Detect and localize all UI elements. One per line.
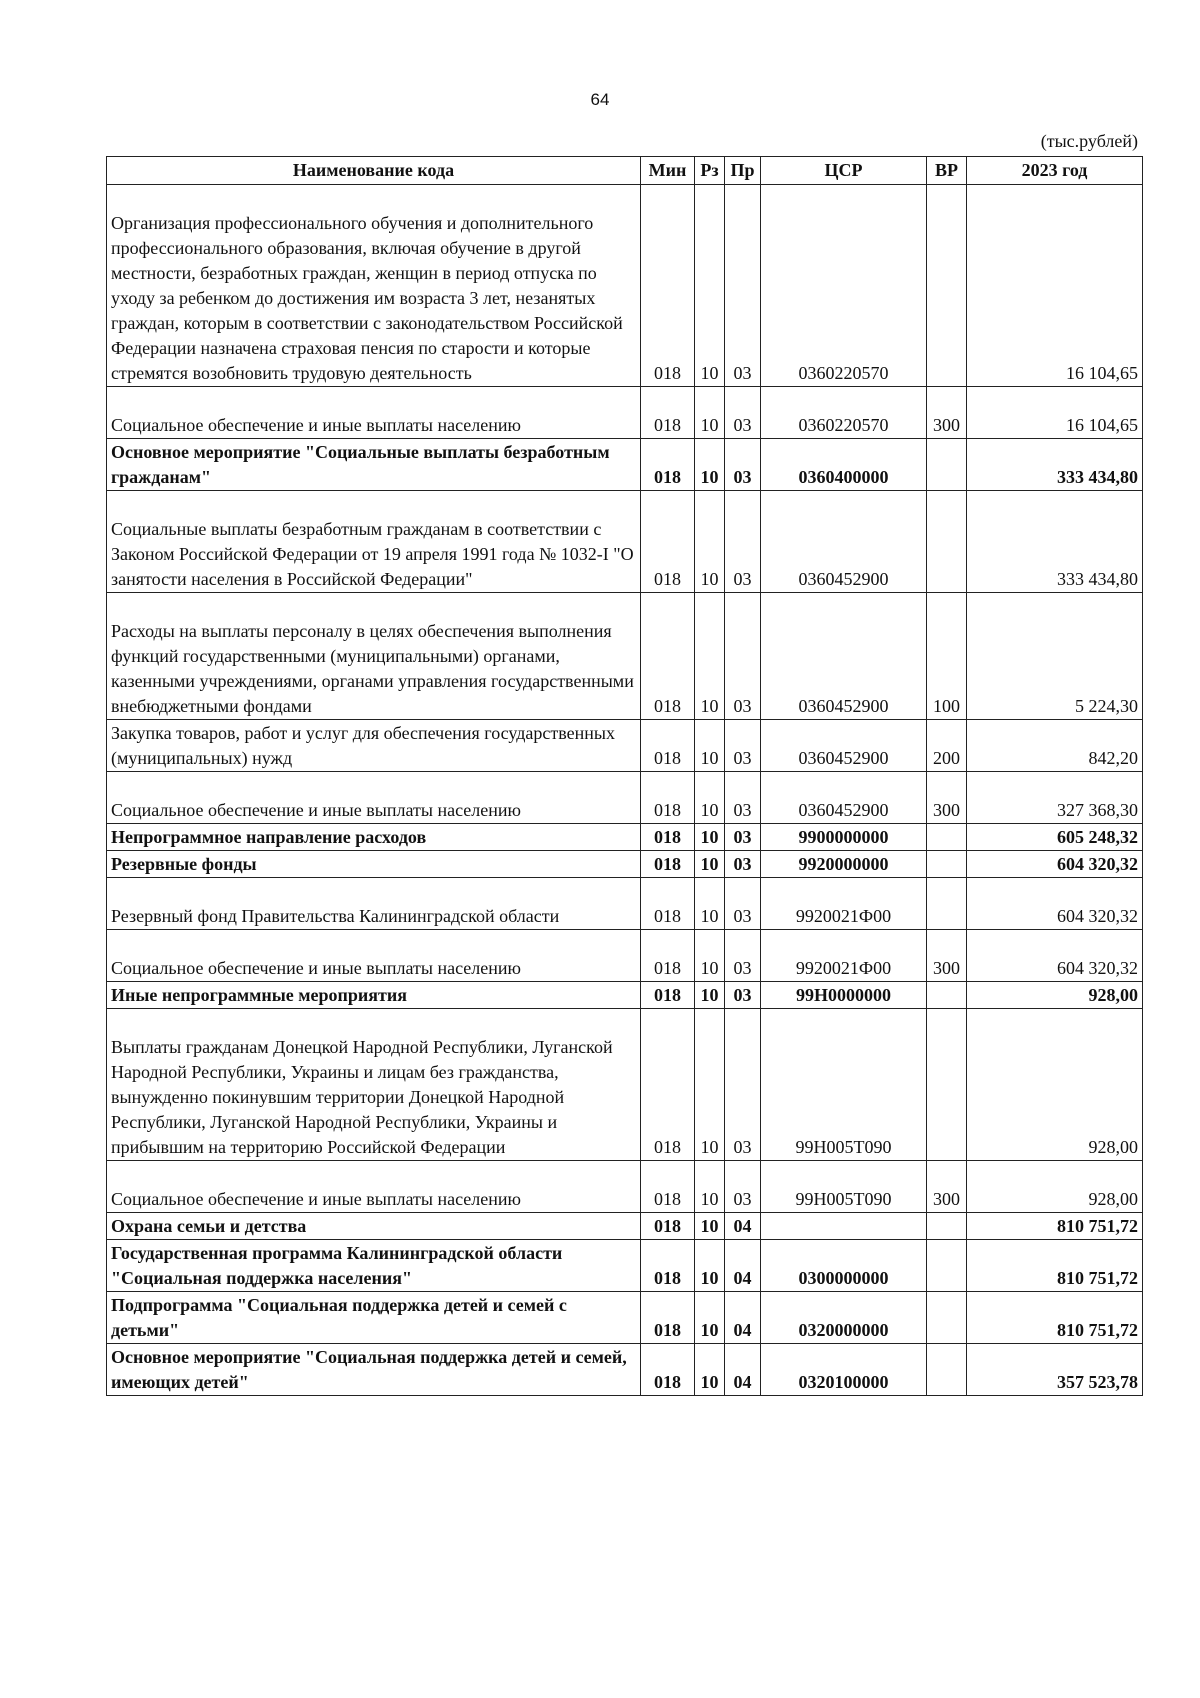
cell-rz: 10: [695, 1292, 725, 1344]
cell-vr: [927, 982, 967, 1009]
table-row: [107, 982, 1143, 1009]
cell-csr: 0300000000: [761, 1240, 927, 1292]
cell-name: Подпрограмма "Социальная поддержка детей и семей с детьми": [107, 1292, 641, 1344]
cell-sum: 604 320,32: [967, 878, 1143, 930]
cell-pr: 03: [725, 878, 761, 930]
table-row: [107, 1009, 1143, 1161]
cell-name: Государственная программа Калининградской области "Социальная поддержка населения": [107, 1240, 641, 1292]
cell-name: Закупка товаров, работ и услуг для обеспечения государственных (муниципальных) нужд: [107, 720, 641, 772]
cell-sum: 5 224,30: [967, 593, 1143, 720]
cell-rz: 10: [695, 1161, 725, 1213]
budget-table: [106, 156, 1143, 1396]
header-csr: ЦСР: [761, 157, 927, 185]
cell-pr: 04: [725, 1240, 761, 1292]
cell-sum: 604 320,32: [967, 851, 1143, 878]
cell-csr: 99Н005Т090: [761, 1009, 927, 1161]
cell-min: 018: [641, 185, 695, 387]
table-row: [107, 1161, 1143, 1213]
cell-sum: 810 751,72: [967, 1292, 1143, 1344]
cell-sum: 16 104,65: [967, 387, 1143, 439]
cell-pr: 03: [725, 772, 761, 824]
cell-name: Непрограммное направление расходов: [107, 824, 641, 851]
cell-vr: [927, 878, 967, 930]
cell-csr: 0360220570: [761, 387, 927, 439]
cell-vr: [927, 851, 967, 878]
cell-sum: 333 434,80: [967, 439, 1143, 491]
cell-pr: 04: [725, 1344, 761, 1396]
cell-min: 018: [641, 878, 695, 930]
cell-sum: 16 104,65: [967, 185, 1143, 387]
cell-rz: 10: [695, 878, 725, 930]
cell-name: Охрана семьи и детства: [107, 1213, 641, 1240]
cell-vr: 100: [927, 593, 967, 720]
cell-name: Организация профессионального обучения и дополнительного профессионального образования, включая обучение в другой местности, безработных граждан, женщин в период отпуска по уходу за ребенком до достижения им возраста 3 лет, незанятых граждан, которым в соответствии с законодательством Российской Федерации назначена страховая пенсия по старости и которые стремятся возобновить трудовую деятельность: [107, 185, 641, 387]
cell-pr: 03: [725, 387, 761, 439]
header-rz: Рз: [695, 157, 725, 185]
cell-min: 018: [641, 1292, 695, 1344]
cell-rz: 10: [695, 851, 725, 878]
cell-pr: 03: [725, 185, 761, 387]
cell-pr: 04: [725, 1213, 761, 1240]
cell-min: 018: [641, 720, 695, 772]
cell-rz: 10: [695, 720, 725, 772]
cell-rz: 10: [695, 1344, 725, 1396]
cell-vr: [927, 1213, 967, 1240]
cell-csr: 99Н005Т090: [761, 1161, 927, 1213]
cell-min: 018: [641, 930, 695, 982]
cell-csr: 9920000000: [761, 851, 927, 878]
cell-vr: [927, 1240, 967, 1292]
table-row: [107, 1344, 1143, 1396]
cell-min: 018: [641, 491, 695, 593]
cell-min: 018: [641, 851, 695, 878]
cell-min: 018: [641, 387, 695, 439]
cell-sum: 357 523,78: [967, 1344, 1143, 1396]
cell-rz: 10: [695, 1240, 725, 1292]
cell-vr: [927, 1292, 967, 1344]
cell-pr: 03: [725, 593, 761, 720]
cell-rz: 10: [695, 439, 725, 491]
cell-rz: 10: [695, 824, 725, 851]
table-row: [107, 720, 1143, 772]
cell-vr: [927, 1344, 967, 1396]
cell-vr: 300: [927, 387, 967, 439]
cell-name: Основное мероприятие "Социальные выплаты безработным гражданам": [107, 439, 641, 491]
cell-rz: 10: [695, 982, 725, 1009]
cell-pr: 04: [725, 1292, 761, 1344]
cell-name: Социальное обеспечение и иные выплаты населению: [107, 1161, 641, 1213]
cell-name: Резервные фонды: [107, 851, 641, 878]
header-min: Мин: [641, 157, 695, 185]
cell-vr: 200: [927, 720, 967, 772]
cell-pr: 03: [725, 1161, 761, 1213]
cell-vr: 300: [927, 772, 967, 824]
header-pr: Пр: [725, 157, 761, 185]
cell-pr: 03: [725, 491, 761, 593]
table-row: [107, 1292, 1143, 1344]
table-row: [107, 1213, 1143, 1240]
cell-sum: 605 248,32: [967, 824, 1143, 851]
cell-vr: [927, 491, 967, 593]
cell-csr: 0360220570: [761, 185, 927, 387]
cell-sum: 928,00: [967, 1161, 1143, 1213]
table-row: [107, 824, 1143, 851]
cell-sum: 810 751,72: [967, 1213, 1143, 1240]
cell-pr: 03: [725, 930, 761, 982]
table-row: [107, 1240, 1143, 1292]
cell-pr: 03: [725, 720, 761, 772]
cell-csr: 0360400000: [761, 439, 927, 491]
cell-pr: 03: [725, 824, 761, 851]
cell-rz: 10: [695, 1213, 725, 1240]
cell-name: Социальное обеспечение и иные выплаты населению: [107, 387, 641, 439]
cell-vr: [927, 439, 967, 491]
cell-rz: 10: [695, 491, 725, 593]
header-year: 2023 год: [967, 157, 1143, 185]
cell-min: 018: [641, 1213, 695, 1240]
table-row: [107, 185, 1143, 387]
cell-name: Социальные выплаты безработным гражданам в соответствии с Законом Российской Федерации от 19 апреля 1991 года № 1032-I "О занятости населения в Российской Федерации": [107, 491, 641, 593]
cell-pr: 03: [725, 439, 761, 491]
page-number: 64: [590, 90, 610, 109]
cell-vr: 300: [927, 1161, 967, 1213]
cell-sum: 327 368,30: [967, 772, 1143, 824]
cell-sum: 810 751,72: [967, 1240, 1143, 1292]
cell-csr: 9920021Ф00: [761, 930, 927, 982]
cell-min: 018: [641, 439, 695, 491]
cell-name: Социальное обеспечение и иные выплаты населению: [107, 772, 641, 824]
table-body: [107, 185, 1143, 1396]
cell-csr: 0360452900: [761, 720, 927, 772]
cell-min: 018: [641, 1344, 695, 1396]
cell-sum: 842,20: [967, 720, 1143, 772]
cell-csr: [761, 1213, 927, 1240]
header-row: [107, 157, 1143, 185]
units-label: (тыс.рублей): [1040, 131, 1138, 151]
cell-pr: 03: [725, 851, 761, 878]
cell-name: Социальное обеспечение и иные выплаты населению: [107, 930, 641, 982]
cell-pr: 03: [725, 1009, 761, 1161]
cell-csr: 99Н0000000: [761, 982, 927, 1009]
table-row: [107, 930, 1143, 982]
cell-rz: 10: [695, 772, 725, 824]
cell-min: 018: [641, 1161, 695, 1213]
cell-vr: [927, 185, 967, 387]
cell-vr: [927, 1009, 967, 1161]
cell-name: Основное мероприятие "Социальная поддержка детей и семей, имеющих детей": [107, 1344, 641, 1396]
cell-name: Резервный фонд Правительства Калининградской области: [107, 878, 641, 930]
cell-min: 018: [641, 824, 695, 851]
cell-min: 018: [641, 1240, 695, 1292]
cell-name: Расходы на выплаты персоналу в целях обеспечения выполнения функций государственными (муниципальными) органами, казенными учреждениями, органами управления государственными внебюджетными фондами: [107, 593, 641, 720]
cell-min: 018: [641, 982, 695, 1009]
cell-name: Выплаты гражданам Донецкой Народной Республики, Луганской Народной Республики, Украины и лицам без гражданства, вынужденно покинувшим территории Донецкой Народной Республики, Луганской Народной Республики, Украины и прибывшим на территорию Российской Федерации: [107, 1009, 641, 1161]
cell-sum: 928,00: [967, 982, 1143, 1009]
cell-vr: [927, 824, 967, 851]
cell-pr: 03: [725, 982, 761, 1009]
table-row: [107, 593, 1143, 720]
cell-sum: 928,00: [967, 1009, 1143, 1161]
cell-csr: 0360452900: [761, 772, 927, 824]
table-row: [107, 878, 1143, 930]
table-row: [107, 772, 1143, 824]
cell-csr: 0320100000: [761, 1344, 927, 1396]
table-row: [107, 439, 1143, 491]
cell-vr: 300: [927, 930, 967, 982]
cell-rz: 10: [695, 930, 725, 982]
cell-rz: 10: [695, 185, 725, 387]
cell-min: 018: [641, 1009, 695, 1161]
cell-rz: 10: [695, 593, 725, 720]
cell-csr: 0360452900: [761, 491, 927, 593]
cell-min: 018: [641, 593, 695, 720]
cell-name: Иные непрограммные мероприятия: [107, 982, 641, 1009]
cell-csr: 9920021Ф00: [761, 878, 927, 930]
header-vr: ВР: [927, 157, 967, 185]
cell-sum: 333 434,80: [967, 491, 1143, 593]
cell-rz: 10: [695, 387, 725, 439]
cell-csr: 9900000000: [761, 824, 927, 851]
header-name: Наименование кода: [107, 157, 641, 185]
table-row: [107, 851, 1143, 878]
cell-min: 018: [641, 772, 695, 824]
cell-csr: 0320000000: [761, 1292, 927, 1344]
table-row: [107, 491, 1143, 593]
cell-rz: 10: [695, 1009, 725, 1161]
cell-sum: 604 320,32: [967, 930, 1143, 982]
table-row: [107, 387, 1143, 439]
cell-csr: 0360452900: [761, 593, 927, 720]
